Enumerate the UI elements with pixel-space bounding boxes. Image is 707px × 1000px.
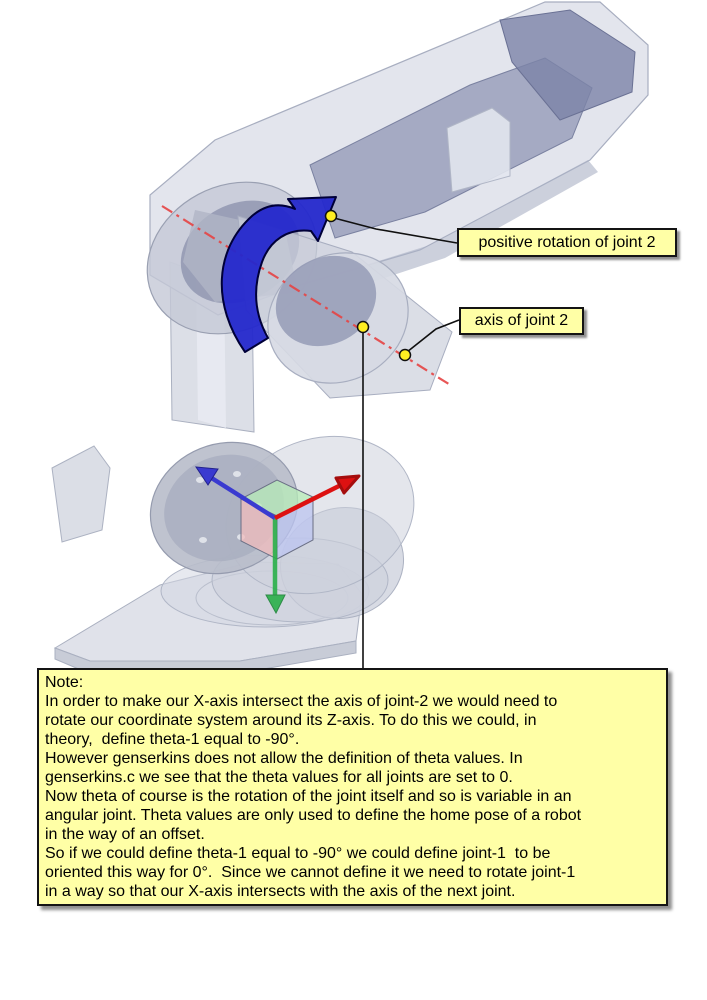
left-bracket <box>52 446 110 542</box>
note-line: rotate our coordinate system around its Z-axis. To do this we could, in <box>45 712 537 729</box>
note-line: angular joint. Theta values are only used to define the home pose of a robot <box>45 807 582 824</box>
joint-marker-dot <box>400 350 411 361</box>
callout-positive-rotation-of-joint2: positive rotation of joint 2 <box>457 228 677 257</box>
note-line: genserkins.c we see that the theta values for all joints are set to 0. <box>45 769 513 786</box>
note-line: Now theta of course is the rotation of the joint itself and so is variable in an <box>45 788 572 805</box>
note-line: in the way of an offset. <box>45 826 205 843</box>
joint-marker-dot <box>358 322 369 333</box>
note-line: oriented this way for 0°. Since we cannot define it we need to rotate joint-1 <box>45 864 576 881</box>
note-line: theory, define theta-1 equal to -90°. <box>45 731 300 748</box>
callout-axis-of-joint2: axis of joint 2 <box>459 307 584 335</box>
note-box <box>37 668 668 906</box>
note-line: However genserkins does not allow the definition of theta values. In <box>45 750 523 767</box>
note-line: in a way so that our X-axis intersects with the axis of the next joint. <box>45 883 516 900</box>
note-line: Note: <box>45 674 84 691</box>
note-line: In order to make our X-axis intersect the axis of joint-2 we would need to <box>45 693 558 710</box>
joint-marker-dot <box>326 211 337 222</box>
note-line: So if we could define theta-1 equal to -90° we could define joint-1 to be <box>45 845 551 862</box>
